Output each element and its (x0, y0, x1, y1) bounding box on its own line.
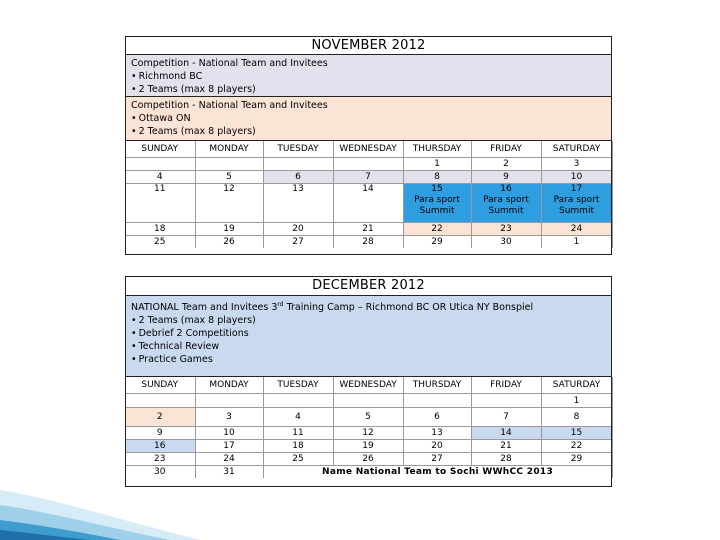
event-1-location: • Richmond BC (131, 70, 606, 83)
day-cell: 21 (333, 223, 403, 236)
day-cell: 8 (541, 408, 612, 427)
december-event-teams: • 2 Teams (max 8 players) (131, 314, 606, 327)
day-cell: 1 (541, 394, 612, 408)
day-cell: 30 (125, 466, 195, 479)
event-1-title: Competition - National Team and Invitees (131, 58, 328, 69)
day-cell: 14 (471, 427, 541, 440)
day-cell: 16 (125, 440, 195, 453)
day-cell (125, 394, 195, 408)
day-cell-para-sport-summit: 16 Para sport Summit (471, 184, 541, 223)
day-header: THURSDAY (403, 377, 471, 394)
event-title-part-2: Training Camp – Richmond BC OR Utica NY Bonspiel (283, 302, 534, 314)
day-cell: 8 (403, 171, 471, 184)
day-cell: 1 (541, 236, 612, 249)
day-header: SUNDAY (125, 141, 195, 158)
december-title: DECEMBER 2012 (125, 276, 612, 296)
day-cell: 9 (471, 171, 541, 184)
day-header: TUESDAY (263, 377, 333, 394)
day-cell: 20 (403, 440, 471, 453)
day-cell: 7 (471, 408, 541, 427)
day-cell: 30 (471, 236, 541, 249)
day-cell: 25 (125, 236, 195, 249)
day-cell: 20 (263, 223, 333, 236)
day-cell: 12 (333, 427, 403, 440)
day-cell (333, 158, 403, 171)
december-event-review: • Technical Review (131, 340, 606, 353)
day-cell: 17 (195, 440, 263, 453)
december-event (125, 295, 612, 377)
day-cell: 7 (333, 171, 403, 184)
day-cell (195, 394, 263, 408)
december-calendar (125, 377, 613, 478)
november-calendar (125, 141, 613, 248)
day-cell: 26 (195, 236, 263, 249)
day-header: FRIDAY (471, 377, 541, 394)
day-cell: 21 (471, 440, 541, 453)
day-cell: 3 (195, 408, 263, 427)
day-header: FRIDAY (471, 141, 541, 158)
day-header: TUESDAY (263, 141, 333, 158)
day-cell: 28 (471, 453, 541, 466)
day-cell: 13 (403, 427, 471, 440)
day-cell: 29 (541, 453, 612, 466)
day-cell (125, 158, 195, 171)
day-cell: 13 (263, 184, 333, 223)
day-cell: 12 (195, 184, 263, 223)
day-cell: 19 (195, 223, 263, 236)
day-cell: 22 (541, 440, 612, 453)
day-header: MONDAY (195, 141, 263, 158)
day-header: SATURDAY (541, 141, 612, 158)
day-cell: 9 (125, 427, 195, 440)
day-cell: 26 (333, 453, 403, 466)
day-cell: 2 (471, 158, 541, 171)
day-cell-para-sport-summit: 15 Para sport Summit (403, 184, 471, 223)
november-event-1 (125, 54, 612, 97)
day-cell-para-sport-summit: 17 Para sport Summit (541, 184, 612, 223)
day-cell: 18 (125, 223, 195, 236)
day-cell: 10 (541, 171, 612, 184)
day-cell: 6 (263, 171, 333, 184)
event-2-title: Competition - National Team and Invitees (131, 100, 328, 111)
day-cell: 25 (263, 453, 333, 466)
day-cell: 29 (403, 236, 471, 249)
day-cell: 4 (125, 171, 195, 184)
december-event-practice: • Practice Games (131, 353, 606, 366)
day-header: MONDAY (195, 377, 263, 394)
day-cell: 15 (541, 427, 612, 440)
day-header: WEDNESDAY (333, 141, 403, 158)
day-cell: 28 (333, 236, 403, 249)
november-title: NOVEMBER 2012 (125, 36, 612, 55)
day-cell: 5 (195, 171, 263, 184)
day-cell: 11 (125, 184, 195, 223)
footer-note: Name National Team to Sochi WWhCC 2013 (263, 466, 612, 479)
day-cell: 5 (333, 408, 403, 427)
day-cell (263, 158, 333, 171)
event-2-teams: • 2 Teams (max 8 players) (131, 125, 606, 138)
day-cell: 4 (263, 408, 333, 427)
event-title-part-1: NATIONAL Team and Invitees 3 (131, 302, 278, 314)
day-cell (333, 394, 403, 408)
event-2-location: • Ottawa ON (131, 112, 606, 125)
december-event-title (131, 298, 606, 314)
day-cell: 27 (263, 236, 333, 249)
day-cell: 11 (263, 427, 333, 440)
december-event-debrief: • Debrief 2 Competitions (131, 327, 606, 340)
day-header: SUNDAY (125, 377, 195, 394)
day-cell: 10 (195, 427, 263, 440)
day-cell (471, 394, 541, 408)
day-cell: 23 (471, 223, 541, 236)
day-cell: 23 (125, 453, 195, 466)
day-cell: 6 (403, 408, 471, 427)
day-cell: 24 (541, 223, 612, 236)
day-cell: 2 (125, 408, 195, 427)
day-cell: 18 (263, 440, 333, 453)
day-cell: 31 (195, 466, 263, 479)
day-cell: 22 (403, 223, 471, 236)
day-header: WEDNESDAY (333, 377, 403, 394)
day-header: SATURDAY (541, 377, 612, 394)
event-1-teams: • 2 Teams (max 8 players) (131, 83, 606, 96)
day-cell (263, 394, 333, 408)
day-cell: 3 (541, 158, 612, 171)
day-cell: 1 (403, 158, 471, 171)
day-cell: 14 (333, 184, 403, 223)
event-title-superscript: rd (277, 301, 284, 308)
day-cell: 27 (403, 453, 471, 466)
day-cell (195, 158, 263, 171)
day-cell (403, 394, 471, 408)
day-cell: 19 (333, 440, 403, 453)
november-event-2 (125, 96, 612, 141)
day-header: THURSDAY (403, 141, 471, 158)
day-cell: 24 (195, 453, 263, 466)
